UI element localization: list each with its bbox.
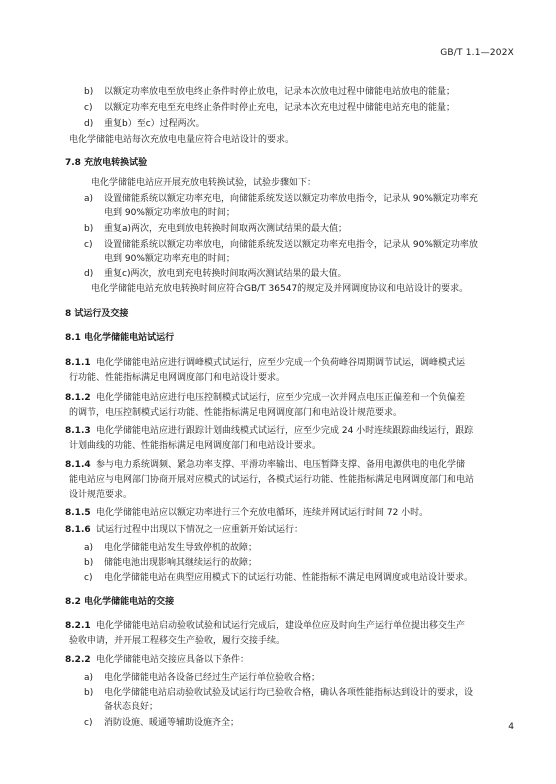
list-label: d) — [84, 269, 94, 279]
clause-text: 行功能、性能指标满足电网调度部门和电站设计要求。 — [69, 373, 286, 383]
list-item: 消防设施、暖通等辅助设施齐全； — [104, 718, 240, 728]
clause-text: 参与电力系统调频、紧急功率支撑、平滑功率输出、电压暂降支撑、备用电源供电的电化学储 — [96, 460, 466, 470]
list-item: 设置储能系统以额定功率放电，向储能系统发送以额定功率充电指令，记录从 90%额定功率放 — [104, 240, 478, 250]
section-heading: 8.2 电化学储能电站的交接 — [65, 597, 175, 607]
list-label: a) — [84, 673, 94, 683]
clause-number: 8.1.1 — [65, 358, 91, 368]
clause-text: 电化学储能电站应进行跟踪计划曲线模式试运行，应至少完成 24 小时连续跟踪曲线运行，跟踪 — [96, 426, 474, 436]
clause-text: 试运行过程中出现以下情况之一应重新开始试运行： — [96, 525, 304, 535]
list-label: c) — [84, 240, 93, 250]
clause-text: 电化学储能电站应以额定功率进行三个充放电循环，连续并网试运行时间 72 小时。 — [96, 508, 429, 518]
list-item: 电化学储能电站在典型应用模式下的试运行功能、性能指标不满足电网调度或电站设计要求。 — [104, 573, 474, 583]
clause-number: 8.1.5 — [65, 508, 91, 518]
list-item: 重复a)两次，充电到放电转换时间取两次测试结果的最大值； — [104, 224, 348, 234]
clause-text: 电化学储能电站启动验收试验和试运行完成后，建设单位应及时向生产运行单位提出移交生产 — [96, 621, 466, 631]
list-label: b) — [84, 224, 94, 234]
clause-text: 的调节，电压控制模式运行功能、性能指标满足电网调度部门和电站设计规范要求。 — [69, 408, 403, 418]
list-label: c) — [84, 718, 93, 728]
list-label: a) — [84, 194, 94, 204]
clause-number: 8.2.1 — [65, 621, 91, 631]
list-item: 重复b）至c）过程两次。 — [104, 119, 205, 129]
clause-text: 电化学储能电站交接应具备以下条件： — [96, 655, 250, 665]
clause-number: 8.1.6 — [65, 525, 91, 535]
clause-text: 能电站应与电网部门协商开展对应模式的试运行，各模式运行功能、性能指标满足电网调度部门和电站 — [69, 475, 475, 485]
document-code: GB/T 1.1—202X — [440, 48, 514, 58]
section-heading: 8.1 电化学储能电站试运行 — [65, 333, 175, 343]
list-item: 电化学储能电站各设备已经过生产运行单位验收合格； — [104, 673, 321, 683]
list-label: b) — [84, 688, 94, 698]
clause-text: 电化学储能电站应进行调峰模式试运行，应至少完成一个负荷峰谷周期调节试运，调峰模式运 — [96, 358, 466, 368]
paragraph: 电化学储能电站充放电转换时间应符合GB/T 36547的规定及并网调度协议和电站设计的要求。 — [91, 284, 469, 294]
paragraph: 电化学储能电站应开展充放电转换试验，试验步骤如下： — [91, 178, 317, 188]
list-item: 以额定功率充电至充电终止条件时停止充电，记录本次充电过程中储能电站充电的能量； — [104, 103, 456, 113]
chapter-heading: 8 试运行及交接 — [65, 309, 129, 319]
list-label: b) — [84, 558, 94, 568]
clause-text: 设计规范要求。 — [69, 490, 133, 500]
list-item: 电化学储能电站启动验收试验及试运行均已验收合格，确认各项性能指标达到设计的要求，设 — [104, 688, 474, 698]
page-number: 4 — [508, 722, 514, 732]
paragraph: 电化学储能电站每次充放电电量应符合电站设计的要求。 — [69, 135, 295, 145]
list-item: 设置储能系统以额定功率充电，向储能系统发送以额定功率放电指令，记录从 90%额定功率充 — [104, 194, 478, 204]
list-item-continuation: 电到 90%额定功率充电的时间； — [104, 254, 235, 264]
list-label: a) — [84, 543, 94, 553]
clause-text: 计划曲线的功能、性能指标满足电网调度部门和电站设计要求。 — [69, 441, 322, 451]
list-item-continuation: 电到 90%额定功率放电的时间； — [104, 208, 235, 218]
list-label: d) — [84, 119, 94, 129]
list-item: 储能电池出现影响其继续运行的故障； — [104, 558, 258, 568]
list-label: b) — [84, 87, 94, 97]
section-heading: 7.8 充放电转换试验 — [65, 158, 148, 168]
list-item-continuation: 备状态良好； — [104, 702, 159, 712]
list-label: c) — [84, 103, 93, 113]
clause-number: 8.1.4 — [65, 460, 91, 470]
clause-text: 电化学储能电站应进行电压控制模式试运行，应至少完成一次并网点电压正偏差和一个负偏差 — [96, 393, 466, 403]
clause-number: 8.1.3 — [65, 426, 91, 436]
list-item: 电化学储能电站发生导致停机的故障； — [104, 543, 258, 553]
list-label: c) — [84, 573, 93, 583]
clause-text: 验收申请，并开展工程移交生产验收，履行交接手续。 — [69, 636, 286, 646]
clause-number: 8.2.2 — [65, 655, 91, 665]
list-item: 重复c)两次，放电到充电转换时间取两次测试结果的最大值。 — [104, 269, 347, 279]
clause-number: 8.1.2 — [65, 393, 91, 403]
list-item: 以额定功率放电至放电终止条件时停止放电，记录本次放电过程中储能电站放电的能量； — [104, 87, 456, 97]
